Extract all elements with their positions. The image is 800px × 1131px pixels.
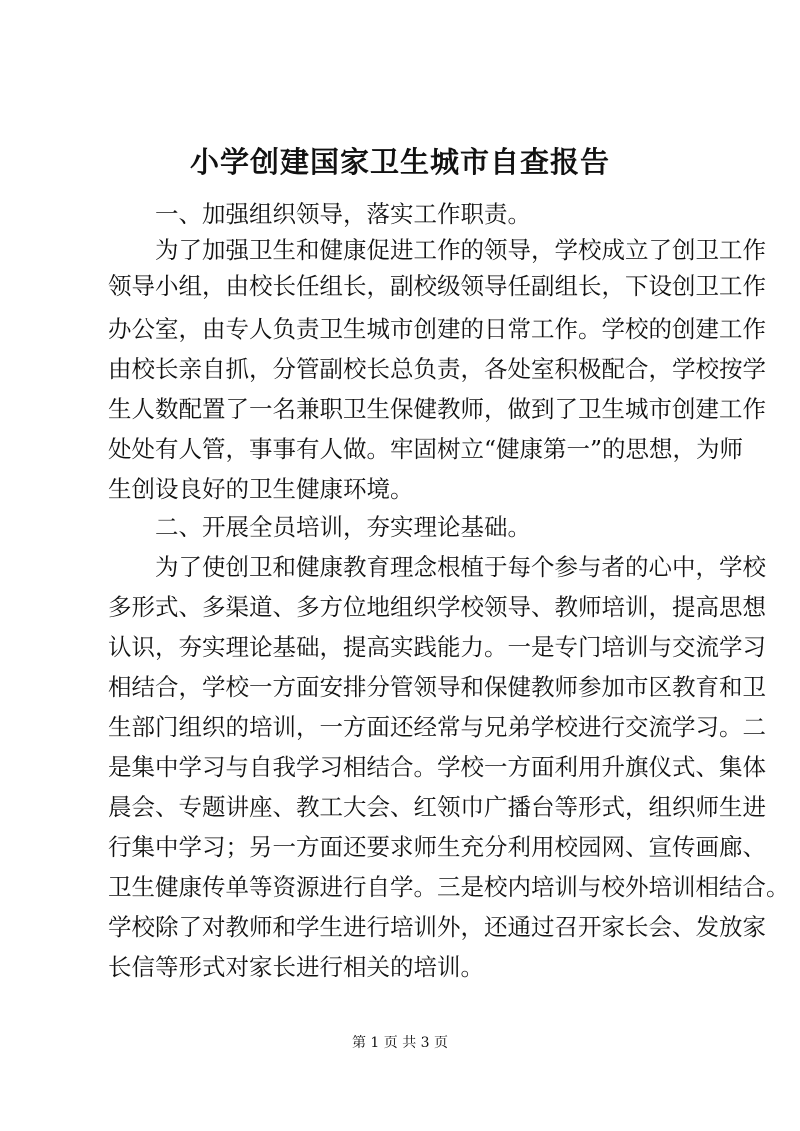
body-line: 生部门组织的培训，一方面还经常与兄弟学校进行交流学习。二 [108,713,766,741]
body-line: 为了使创卫和健康教育理念根植于每个参与者的心中，学校 [108,553,766,581]
page-number-footer: 第 1 页 共 3 页 [351,1035,449,1051]
body-line: 卫生健康传单等资源进行自学。三是校内培训与校外培训相结合。 [108,873,790,901]
body-line: 行集中学习；另一方面还要求师生充分利用校园网、宣传画廊、 [108,833,766,861]
body-line: 多形式、多渠道、多方位地组织学校领导、教师培训，提高思想 [108,593,766,621]
body-line: 是集中学习与自我学习相结合。学校一方面利用升旗仪式、集体 [108,753,766,781]
body-line: 认识，夯实理论基础，提高实践能力。一是专门培训与交流学习 [108,633,766,661]
body-line: 领导小组，由校长任组长，副校级领导任副组长，下设创卫工作 [108,272,766,300]
body-line: 生人数配置了一名兼职卫生保健教师，做到了卫生城市创建工作 [108,395,766,423]
document-title: 小学创建国家卫生城市自查报告 [189,145,610,179]
body-line: 由校长亲自抓，分管副校长总负责，各处室积极配合，学校按学 [108,355,766,383]
body-line: 学校除了对教师和学生进行培训外，还通过召开家长会、发放家 [108,913,766,941]
body-line: 生创设良好的卫生健康环境。 [108,475,414,503]
body-line: 处处有人管，事事有人做。牢固树立“健康第一”的思想，为师 [108,435,744,463]
section-heading-1: 一、加强组织领导，落实工作职责。 [108,200,531,228]
body-line: 长信等形式对家长进行相关的培训。 [108,953,484,981]
body-line: 相结合，学校一方面安排分管领导和保健教师参加市区教育和卫 [108,673,766,701]
body-line: 为了加强卫生和健康促进工作的领导，学校成立了创卫工作 [108,236,766,264]
section-heading-2: 二、开展全员培训，夯实理论基础。 [108,513,531,541]
body-line: 办公室，由专人负责卫生城市创建的日常工作。学校的创建工作 [108,315,766,343]
body-line: 晨会、专题讲座、教工大会、红领巾广播台等形式，组织师生进 [108,793,766,821]
